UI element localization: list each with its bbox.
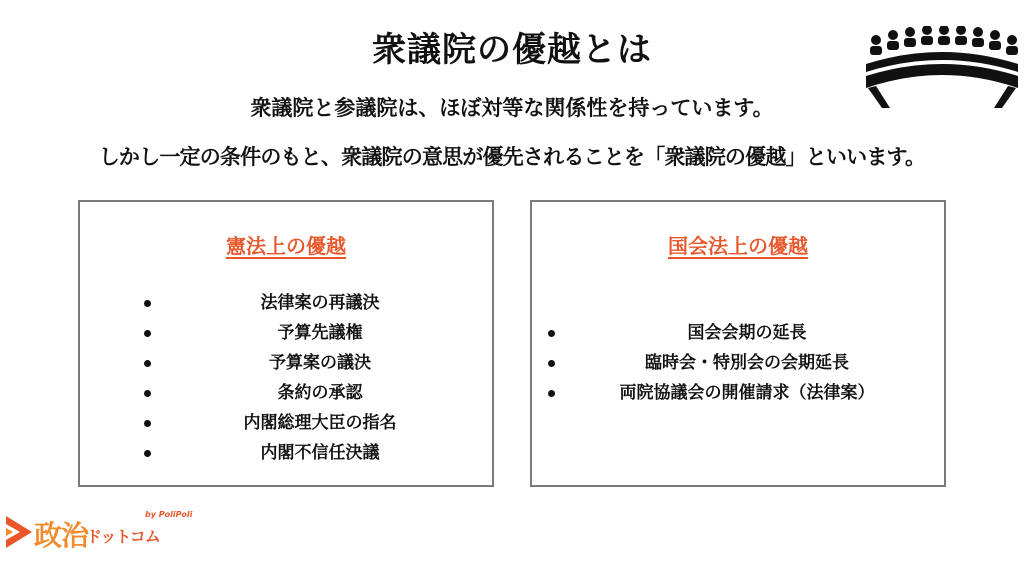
list-item-text: 予算先議権 <box>277 323 363 343</box>
intro-line-2: しかし一定の条件のもと、衆議院の意思が優先されることを「衆議院の優越」といいます。 <box>98 145 926 169</box>
list-item-text: 内閣総理大臣の指名 <box>243 413 397 433</box>
list-item-text: 予算案の議決 <box>269 353 371 373</box>
logo-arrow-icon <box>2 512 36 552</box>
bullet-icon <box>144 300 151 307</box>
bullet-icon <box>144 450 151 457</box>
list-item <box>532 378 944 408</box>
intro-line-1: 衆議院と参議院は、ほぼ対等な関係性を持っています。 <box>250 96 774 120</box>
constitution-box <box>78 200 494 487</box>
list-item-text: 条約の承認 <box>277 383 363 403</box>
list-item-text: 両院協議会の開催請求（法律案） <box>619 383 875 403</box>
logo-main-text: 政治 <box>34 519 89 552</box>
bullet-icon <box>144 330 151 337</box>
site-logo <box>2 510 202 560</box>
list-item <box>532 348 944 378</box>
bullet-icon <box>144 420 151 427</box>
constitution-heading: 憲法上の優越 <box>226 234 346 258</box>
bullet-icon <box>144 360 151 367</box>
list-item <box>80 438 492 468</box>
list-item <box>532 318 944 348</box>
diet-law-box <box>530 200 946 487</box>
list-item-text: 臨時会・特別会の会期延長 <box>645 353 849 373</box>
constitution-list <box>80 288 492 468</box>
bullet-icon <box>144 390 151 397</box>
list-item <box>80 408 492 438</box>
logo-sub-text: ドットコム <box>86 527 160 546</box>
bullet-icon <box>548 390 555 397</box>
bullet-icon <box>548 330 555 337</box>
bullet-icon <box>548 360 555 367</box>
diet-law-heading: 国会法上の優越 <box>668 234 808 258</box>
list-item-text: 法律案の再議決 <box>260 293 380 313</box>
list-item <box>80 318 492 348</box>
logo-by-text: by PoliPoli <box>145 510 193 519</box>
list-item <box>80 348 492 378</box>
list-item-text: 内閣不信任決議 <box>260 443 380 463</box>
list-item <box>80 378 492 408</box>
page-title: 衆議院の優越とは <box>372 30 652 70</box>
diet-law-list <box>532 318 944 408</box>
list-item <box>80 288 492 318</box>
list-item-text: 国会会期の延長 <box>687 323 807 343</box>
